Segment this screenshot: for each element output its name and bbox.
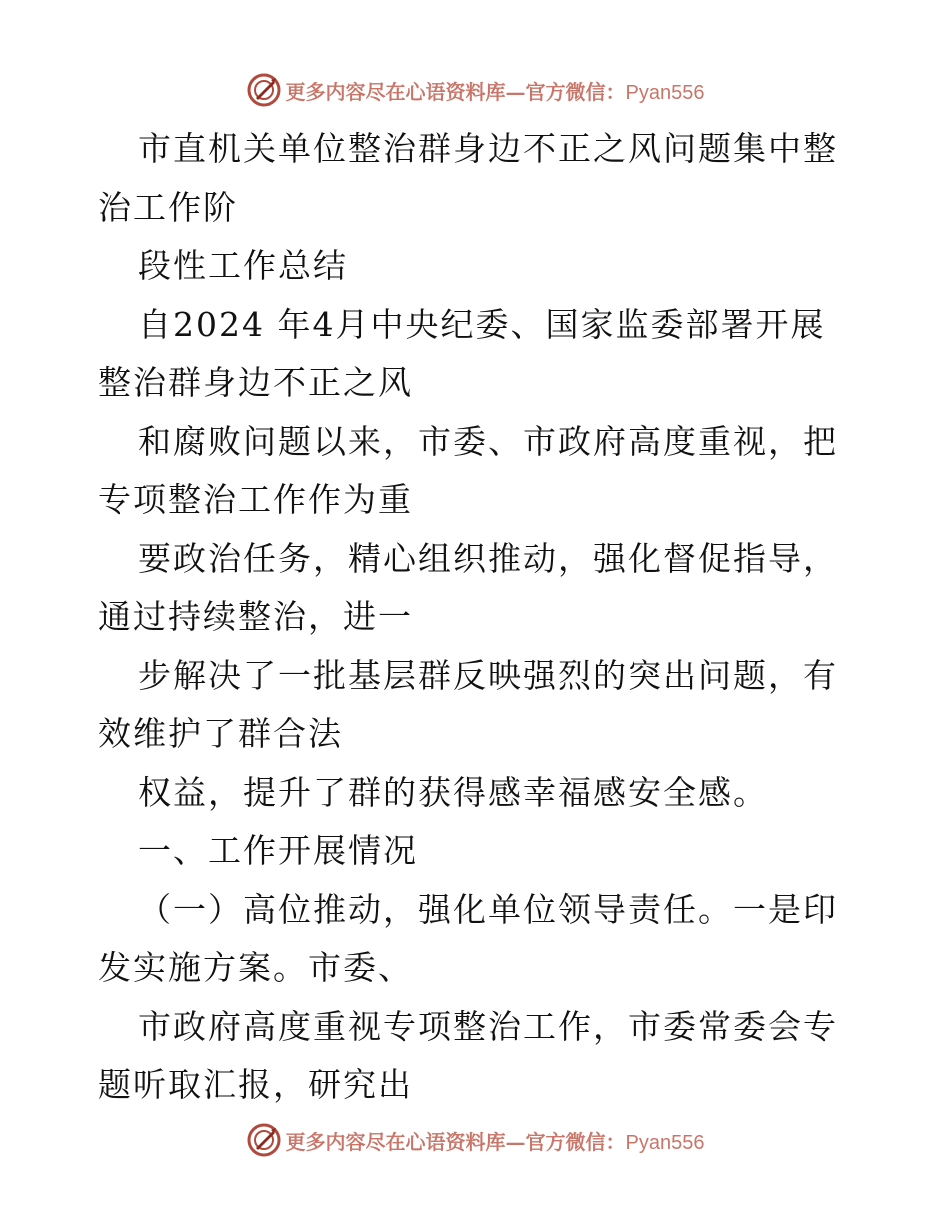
- logo-icon: [246, 72, 282, 108]
- logo-icon: [246, 1122, 282, 1158]
- body-paragraph: 市政府高度重视专项整治工作，市委常委会专题听取汇报，研究出: [98, 1006, 838, 1104]
- body-paragraph: 步解决了一批基层群反映强烈的突出问题，有效维护了群合法: [98, 655, 838, 753]
- body-paragraph: 要政治任务，精心组织推动，强化督促指导，通过持续整治，进一: [98, 538, 838, 636]
- doc-title-line-2: 段性工作总结: [138, 246, 348, 285]
- section-heading: 一、工作开展情况: [138, 831, 418, 870]
- watermark-text: 更多内容尽在心语资料库—官方微信：Pyan556: [285, 1129, 705, 1154]
- watermark-header: [0, 68, 950, 112]
- doc-title-line-1: 市直机关单位整治群身边不正之风问题集中整治工作阶: [98, 129, 838, 227]
- body-paragraph: 和腐败问题以来，市委、市政府高度重视，把专项整治工作作为重: [98, 421, 838, 519]
- document-body: [98, 120, 858, 1115]
- body-paragraph: 自2024 年4月中央纪委、国家监委部署开展整治群身边不正之风: [98, 304, 826, 402]
- body-paragraph: （一）高位推动，强化单位领导责任。一是印发实施方案。市委、: [98, 889, 838, 987]
- watermark-text: 更多内容尽在心语资料库—官方微信：Pyan556: [285, 79, 705, 104]
- watermark-footer: [0, 1118, 950, 1162]
- body-paragraph: 权益，提升了群的获得感幸福感安全感。: [138, 772, 768, 812]
